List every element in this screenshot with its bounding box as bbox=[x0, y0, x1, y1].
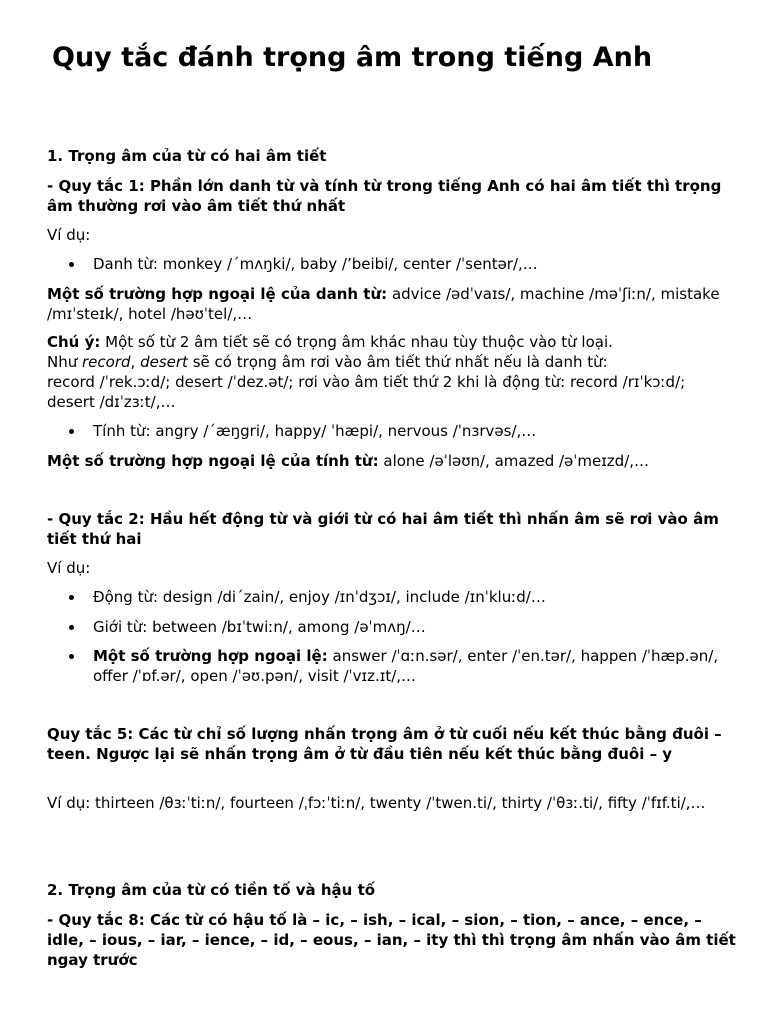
note-text-2: sẽ có trọng âm rơi vào âm tiết thứ nhất nếu là danh từ: bbox=[187, 353, 608, 371]
note-word-record: record bbox=[82, 353, 131, 371]
section-2-heading: 2. Trọng âm của từ có tiền tố và hậu tố bbox=[47, 881, 376, 899]
list-item-exceptions bbox=[47, 646, 737, 686]
example-label: Ví dụ: bbox=[47, 226, 91, 244]
noun-exceptions-text: advice /ədˈvaɪs/, machine /məˈʃiːn/, mistake /mɪˈsteɪk/, hotel /həʊˈtel/,… bbox=[47, 285, 720, 323]
note-text-3: record /ˈrek.ɔːd/; desert /ˈdez.ət/; rơi vào âm tiết thứ 2 khi là động từ: record /rɪˈkɔːd/; desert /dɪˈzɜːt/,… bbox=[47, 373, 686, 411]
adjective-exceptions-text: alone /əˈləʊn/, amazed /əˈmeɪzd/,… bbox=[378, 452, 650, 470]
section-1-heading: 1. Trọng âm của từ có hai âm tiết bbox=[47, 147, 327, 165]
adjective-exceptions-label: Một số trường hợp ngoại lệ của tính từ: bbox=[47, 452, 379, 470]
note-word-desert: desert bbox=[140, 353, 188, 371]
prep-list bbox=[47, 617, 737, 637]
adjective-exceptions bbox=[47, 451, 737, 471]
list-item-verbs: Động từ: design /diˊzain/, enjoy /ɪnˈdʒɔɪ/, include /ɪnˈkluːd/… bbox=[47, 587, 737, 607]
list-item-nouns: Danh từ: monkey /ˊmʌŋki/, baby /’beibi/, center /ˈsentər/,… bbox=[47, 254, 737, 274]
list-item-adjectives: Tính từ: angry /ˊæŋgri/, happy/ ˈhæpi/, nervous /ˈnɜrvəs/,… bbox=[47, 421, 737, 441]
rule-1: - Quy tắc 1: Phần lớn danh từ và tính từ trong tiếng Anh có hai âm tiết thì trọng âm thường rơi vào âm tiết thứ nhất bbox=[47, 177, 722, 215]
exceptions-text: answer /ˈɑːn.sər/, enter /ˈen.tər/, happen /ˈhæp.ən/, offer /ˈɒf.ər/, open /ˈəʊ.pən/, visit /ˈvɪz.ɪt/,… bbox=[93, 647, 719, 685]
note-paragraph bbox=[47, 332, 737, 412]
example-label-2: Ví dụ: bbox=[47, 559, 91, 577]
rule-2: - Quy tắc 2: Hầu hết động từ và giới từ có hai âm tiết thì nhấn âm sẽ rơi vào âm tiết thứ hai bbox=[47, 510, 719, 548]
adjective-list bbox=[47, 421, 737, 441]
noun-exceptions bbox=[47, 284, 737, 324]
noun-exceptions-label: Một số trường hợp ngoại lệ của danh từ: bbox=[47, 285, 388, 303]
rule-5-example: Ví dụ: thirteen /θɜːˈtiːn/, fourteen /ˌfɔːˈtiːn/, twenty /ˈtwen.ti/, thirty /ˈθɜː.ti/, fifty /ˈfɪf.ti/,… bbox=[47, 794, 706, 812]
rule-5: Quy tắc 5: Các từ chỉ số lượng nhấn trọng âm ở từ cuối nếu kết thúc bằng đuôi – teen. Ngược lại sẽ nhấn trọng âm ở từ đầu tiên nếu kết thúc bằng đuôi – y bbox=[47, 725, 722, 763]
note-label: Chú ý: bbox=[47, 333, 101, 351]
note-nhu: Như bbox=[47, 353, 83, 371]
note-comma: , bbox=[130, 353, 141, 371]
verb-prep-list bbox=[47, 587, 737, 607]
page-title: Quy tắc đánh trọng âm trong tiếng Anh bbox=[52, 42, 653, 73]
exceptions-list bbox=[47, 646, 737, 686]
rule-8: - Quy tắc 8: Các từ có hậu tố là – ic, – ish, – ical, – sion, – tion, – ance, – ence, – idle, – ious, – iar, – ience, – id, – eous, – ian, – ity thì thì trọng âm nhấn vào âm tiết ngay trước bbox=[47, 911, 736, 969]
exceptions-label: Một số trường hợp ngoại lệ: bbox=[93, 647, 328, 665]
list-item-prepositions: Giới từ: between /bɪˈtwiːn/, among /əˈmʌŋ/… bbox=[47, 617, 737, 637]
note-text-1: Một số từ 2 âm tiết sẽ có trọng âm khác nhau tùy thuộc vào từ loại. bbox=[100, 333, 613, 351]
noun-list bbox=[47, 254, 737, 274]
